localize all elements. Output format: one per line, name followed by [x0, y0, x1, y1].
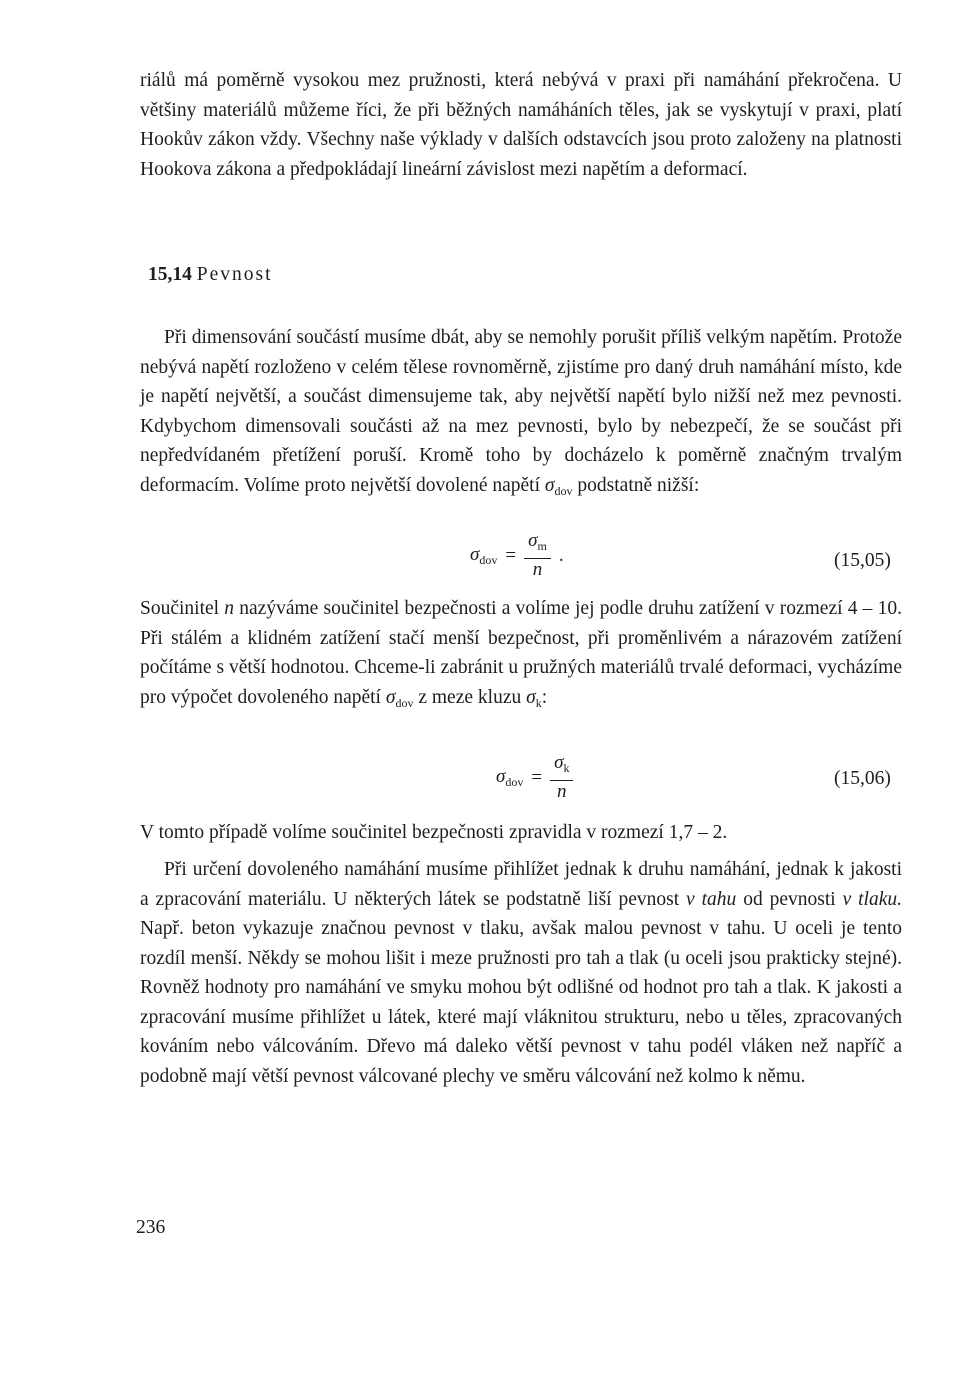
n-symbol: n [224, 598, 235, 619]
emphasis-tahu: v tahu [686, 888, 737, 910]
fraction-numerator: $\sigma_m$ [524, 530, 551, 559]
equation-trailing-dot: . [558, 544, 564, 566]
section-number: 15,14 [148, 264, 192, 285]
fraction-numerator: $\sigma_k$ [550, 752, 573, 781]
equation-number: (15,05) [834, 550, 891, 571]
sigma-symbol: σ [385, 686, 396, 708]
paragraph-text: nazýváme součinitel bezpečnosti a volíme jej podle druhu zatížení v rozmezí 4 – 10. Při stálém a klidném zatížení stačí menší bezpečnost, při proměnlivém a nárazovém zatížení počítáme s větší hodnotou. Chceme-li zabránit u pružných materiálů trvalé deformaci, vycházíme pro výpočet dovoleného napětí [140, 598, 903, 708]
emphasis-tlaku: v tlaku. [842, 888, 902, 910]
paragraph-hooke-law [140, 66, 902, 184]
paragraph-yield-range [140, 818, 902, 848]
paragraph-text-end: podstatně nižší: [577, 474, 700, 496]
equation-lhs: $\sigma_{dov}$ [496, 765, 524, 789]
equation-15-05 [470, 530, 564, 581]
page-number: 236 [136, 1217, 166, 1238]
equation-number: (15,06) [834, 768, 891, 789]
section-heading [148, 264, 273, 286]
paragraph-text: Např. beton vykazuje značnou pevnost v tlaku, avšak malou pevnost v tahu. U oceli je tento rozdíl menší. Někdy se mohou lišit i meze pružnosti pro tah a tlak (u oceli jsou prakticky stejné). Rovněž hodnoty pro namáhání ve smyku mohou být odlišné od hodnot pro tah a tlak. K jakosti a zpracování musíme přihlížet u látek, které mají vláknitou strukturu, nebo u těles, zpracovaných kováním nebo válcováním. Dřevo má daleko větší pevnost v tahu podél vláken než napříč a podobně mají větší pevnost válcované plechy ve směru válcování než kolmo k němu. [140, 918, 902, 1087]
sigma-symbol: σ [526, 686, 536, 708]
equals-sign: = [505, 544, 517, 566]
paragraph-dimensioning [140, 323, 902, 506]
sigma-subscript: dov [554, 483, 573, 498]
paragraph-text: Při určení dovoleného namáhání musíme přihlížet jednak k druhu namáhání, jednak k jakosti a zpracování materiálu. U některých látek se podstatně liší pevnost [140, 859, 902, 910]
paragraph-allowed-stress [140, 855, 902, 1091]
sigma-symbol: σ [544, 474, 555, 496]
paragraph-text: V tomto případě volíme součinitel bezpečnosti zpravidla v rozmezí 1,7 – 2. [140, 822, 728, 843]
section-title: Pevnost [196, 264, 273, 285]
colon: : [541, 686, 548, 708]
fraction [524, 530, 551, 581]
sigma-subscript: k [535, 695, 542, 710]
equation-lhs: $\sigma_{dov}$ [470, 543, 498, 567]
fraction [550, 752, 573, 803]
paragraph-text: z meze kluzu [418, 686, 522, 708]
sigma-subscript: dov [395, 695, 414, 710]
paragraph-safety-factor [140, 594, 902, 718]
fraction-denominator: n [557, 781, 567, 802]
fraction-denominator: n [532, 559, 543, 580]
equation-15-06 [496, 752, 573, 803]
paragraph-text: od pevnosti [743, 888, 836, 910]
paragraph-text: riálů má poměrně vysokou mez pružnosti, která nebývá v praxi při namáhání překročena. U většiny materiálů můžeme říci, že při běžných namáháních těles, jak se vyskytují v praxi, platí Hookův zákon vždy. Všechny naše výklady v dalších odstavcích jsou proto založeny na platnosti Hookova zákona a předpokládají lineární závislost mezi napětím a deformací. [140, 70, 902, 180]
equals-sign: = [531, 766, 543, 788]
paragraph-text: Při dimensování součástí musíme dbát, aby se nemohly porušit příliš velkým napětím. Protože nebývá napětí rozloženo v celém tělese rovnoměrně, zjistíme pro daný druh namáhání místo, kde je napětí největší, a součást dimensujeme tak, aby největší napětí bylo nižší než mez pevnosti. Kdybychom dimensovali součásti až na mez pevnosti, bylo by nebezpečí, že se součást při nepředvídaném přetížení poruší. Kromě toho by docházelo k poměrně značným trvalým deformacím. Volíme proto největší dovolené napětí [140, 327, 902, 496]
paragraph-text: Součinitel [140, 598, 220, 619]
